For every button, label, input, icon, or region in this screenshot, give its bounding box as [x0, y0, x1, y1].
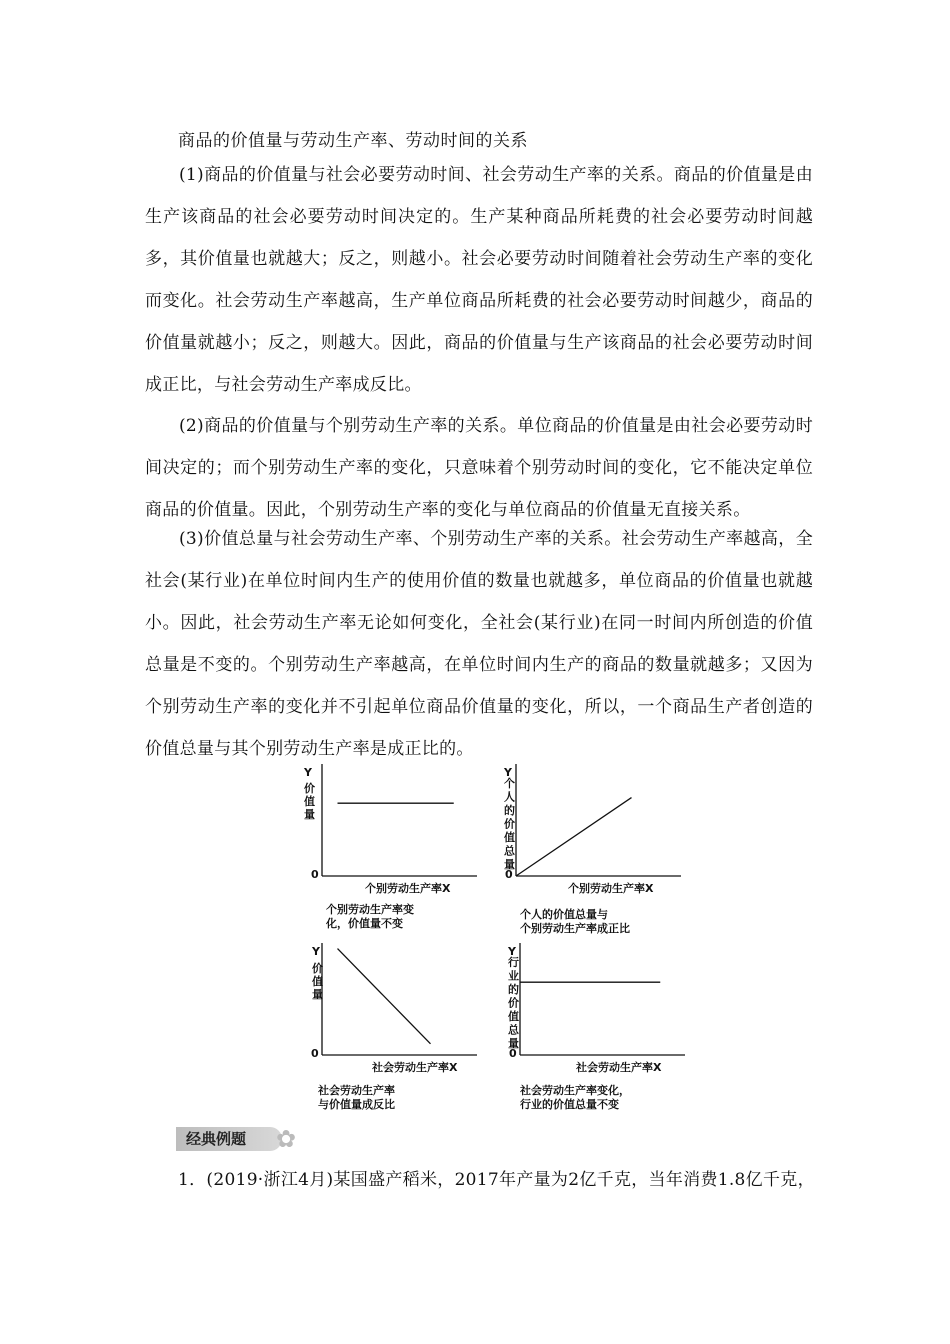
question-1: 1．(2019·浙江4月)某国盛产稻米，2017年产量为2亿千克，当年消费1.8亿千克， — [178, 1170, 815, 1190]
chart-3-series-line — [338, 949, 431, 1044]
paragraph-2-text: (2)商品的价值量与个别劳动生产率的关系。单位商品的价值量是由社会必要劳动时间决定的；而个别劳动生产率的变化，只意味着个别劳动时间的变化，它不能决定单位商品的价值量。因此，个别劳动生产率的变化与单位商品的价值量无直接关系。 — [145, 416, 813, 520]
paragraph-1 — [145, 154, 813, 406]
chart-2-y-letter: Y — [504, 766, 512, 779]
chart-2-ylabel-char: 值 — [504, 831, 515, 844]
chart-4-ylabel-char: 行 — [508, 956, 519, 969]
chart-2-ylabel-char: 个 — [504, 777, 515, 790]
section-tag: 经典例题 — [176, 1127, 282, 1151]
chart-2-ylabel-char: 价 — [504, 817, 515, 831]
paragraph-3 — [145, 518, 813, 770]
chart-4-y-letter: Y — [508, 945, 516, 958]
chart-2-xlabel: 个别劳动生产率X — [568, 882, 654, 895]
chart-3-caption-line: 与价值量成反比 — [318, 1098, 395, 1111]
chart-3-ylabel-char: 价 — [312, 962, 323, 975]
chart-2-caption-line: 个别劳动生产率成正比 — [520, 922, 630, 935]
section-heading: 商品的价值量与劳动生产率、劳动时间的关系 — [178, 131, 528, 151]
chart-2-ylabel-char: 量 — [504, 858, 515, 871]
chart-2-origin-label: 0 — [505, 868, 513, 881]
chart-3-y-letter: Y — [312, 945, 320, 958]
chart-1-caption-line: 个别劳动生产率变 — [326, 903, 414, 916]
paragraph-3-text: (3)价值总量与社会劳动生产率、个别劳动生产率的关系。社会劳动生产率越高，全社会(某行业)在单位时间内生产的使用价值的数量也就越多，单位商品的价值量也就越小。因此，社会劳动生产率无论如何变化，全社会(某行业)在同一时间内所创造的价值总量是不变的。个别劳动生产率越高，在单位时间内生产的商品的数量就越多；又因为个别劳动生产率的变化并不引起单位商品价值量的变化，所以，一个商品生产者创造的价值总量与其个别劳动生产率是成正比的。 — [145, 529, 813, 759]
chart-3-origin-label: 0 — [311, 1047, 319, 1060]
chart-2-ylabel-char: 人 — [504, 790, 515, 804]
chart-4-ylabel-char: 总 — [508, 1023, 519, 1037]
chart-1-origin-label: 0 — [311, 868, 319, 881]
chart-1-y-letter: Y — [304, 766, 312, 779]
chart-1-ylabel-char: 值 — [304, 795, 315, 808]
flower-icon: ✿ — [276, 1125, 297, 1153]
paragraph-1-text: (1)商品的价值量与社会必要劳动时间、社会劳动生产率的关系。商品的价值量是由生产该商品的社会必要劳动时间决定的。生产某种商品所耗费的社会必要劳动时间越多，其价值量也就越大；反之，则越小。社会必要劳动时间随着社会劳动生产率的变化而变化。社会劳动生产率越高，生产单位商品所耗费的社会必要劳动时间越少，商品的价值量就越小；反之，则越大。因此，商品的价值量与生产该商品的社会必要劳动时间成正比，与社会劳动生产率成反比。 — [145, 165, 813, 395]
chart-1-xlabel: 个别劳动生产率X — [365, 882, 451, 895]
chart-4-ylabel-char: 量 — [508, 1037, 519, 1050]
chart-4-ylabel-char: 业 — [508, 969, 519, 983]
chart-4-ylabel-char: 值 — [508, 1010, 519, 1023]
chart-4-caption-line: 社会劳动生产率变化， — [520, 1084, 630, 1097]
chart-4-ylabel-char: 的 — [508, 983, 519, 996]
chart-2-ylabel-char: 的 — [504, 804, 515, 817]
chart-2-ylabel-char: 总 — [504, 844, 515, 858]
chart-1-ylabel-char: 价 — [304, 782, 315, 795]
chart-4-caption-line: 行业的价值总量不变 — [520, 1098, 619, 1111]
chart-1-caption-line: 化，价值量不变 — [326, 917, 403, 930]
chart-3-ylabel-char: 值 — [312, 975, 323, 988]
chart-2-caption-line: 个人的价值总量与 — [520, 908, 608, 921]
chart-4-ylabel-char: 价 — [508, 996, 519, 1010]
chart-3-xlabel: 社会劳动生产率X — [372, 1061, 458, 1074]
chart-1-ylabel-char: 量 — [304, 808, 315, 821]
chart-4-origin-label: 0 — [509, 1047, 517, 1060]
paragraph-2 — [145, 405, 813, 531]
chart-3-ylabel-char: 量 — [312, 988, 323, 1001]
chart-3-caption-line: 社会劳动生产率 — [318, 1084, 395, 1097]
chart-2-series-line — [516, 798, 632, 876]
chart-4-xlabel: 社会劳动生产率X — [576, 1061, 662, 1074]
